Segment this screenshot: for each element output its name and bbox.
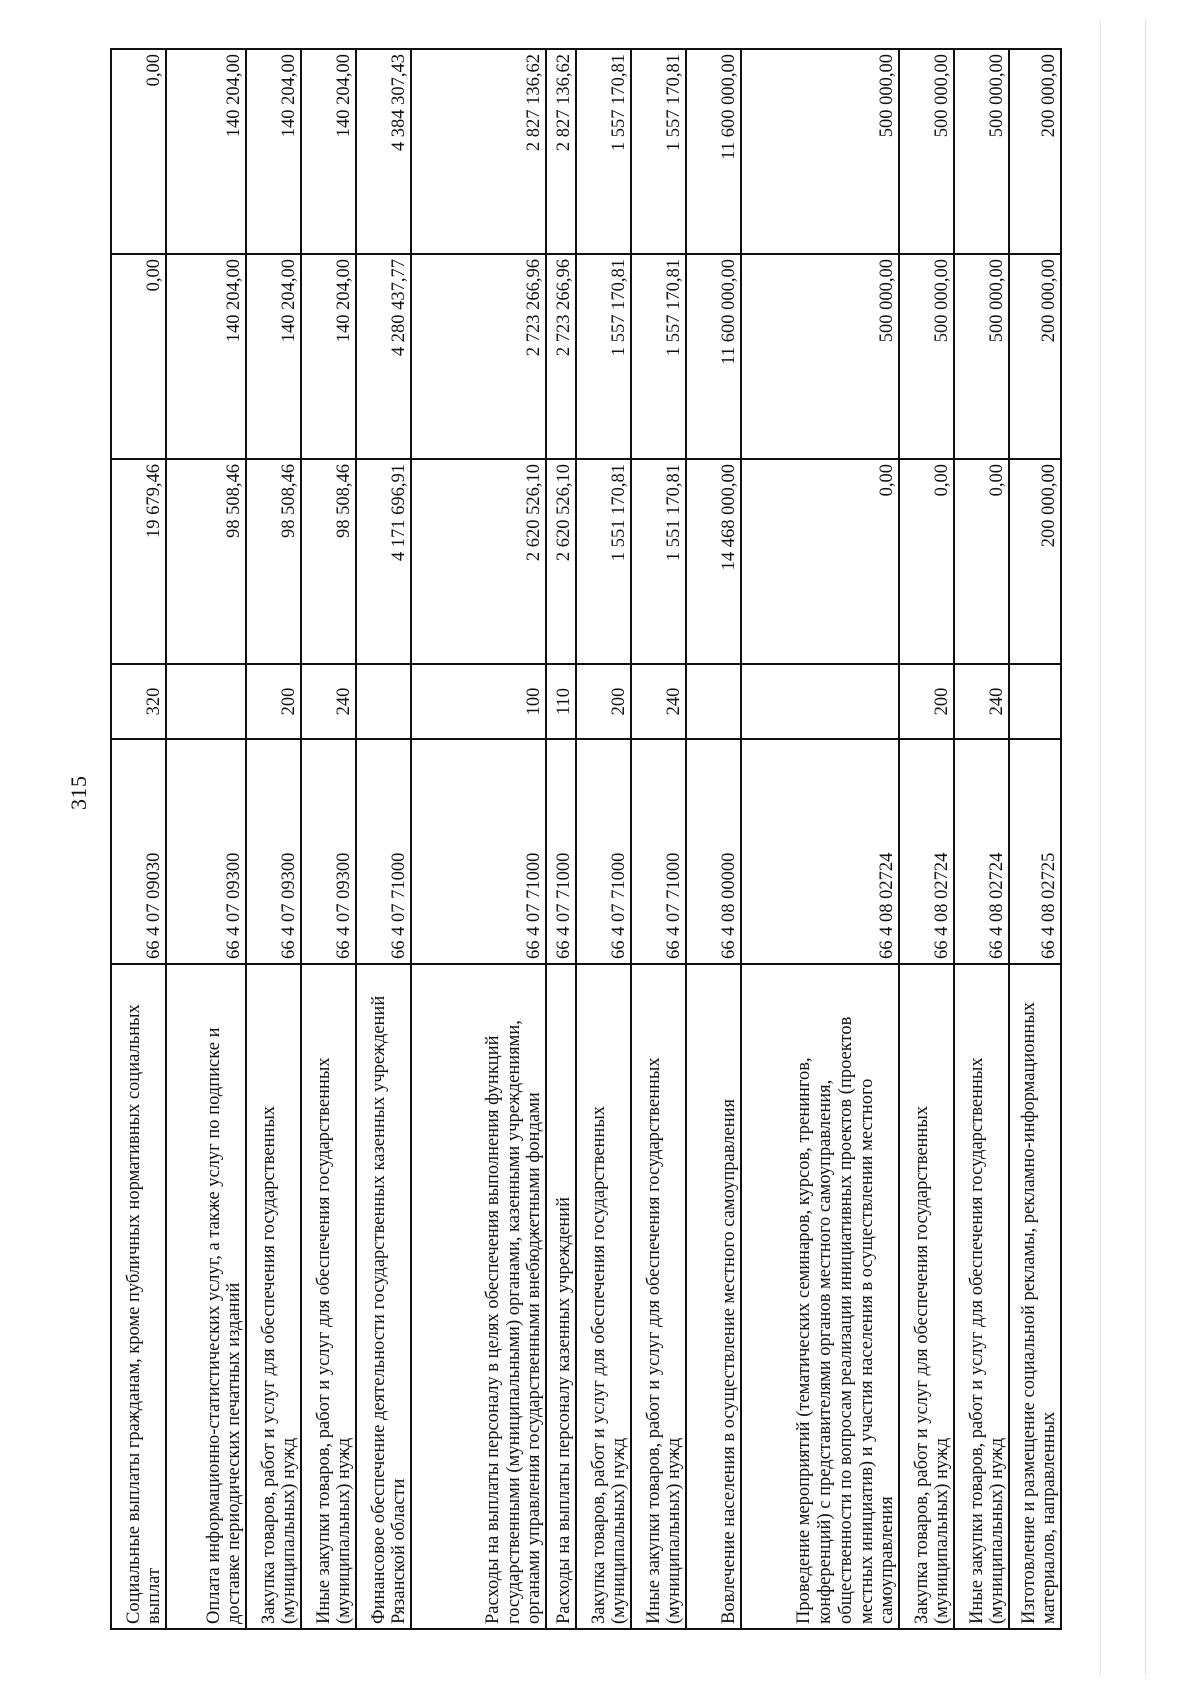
row-name: Закупка товаров, работ и услуг для обеспечения государственных (муниципальных) нужд (899, 964, 954, 1629)
table-row (631, 49, 686, 1629)
row-name: Социальные выплаты гражданам, кроме публичных нормативных социальных выплат (111, 964, 166, 1629)
row-name: Изготовление и размещение социальной рекламы, рекламно-информационных материалов, направленных (1009, 964, 1061, 1629)
amount-year-3: 500 000,00 (741, 49, 899, 254)
row-name: Расходы на выплаты персоналу в целях обеспечения выполнения функций государственными (муниципальными) органами, казенными учреждениями, органами управления государственными внебюджетными фондами (411, 964, 546, 1629)
amount-year-1: 0,00 (741, 459, 899, 664)
amount-year-2: 1 557 170,81 (631, 254, 686, 459)
row-name: Иные закупки товаров, работ и услуг для обеспечения государственных (муниципальных) нужд (301, 964, 356, 1629)
table-row (1009, 49, 1061, 1629)
amount-year-2: 2 723 266,96 (546, 254, 576, 459)
amount-year-1: 2 620 526,10 (546, 459, 576, 664)
target-code: 66 4 07 71000 (411, 739, 546, 964)
amount-year-3: 1 557 170,81 (576, 49, 631, 254)
row-name: Финансовое обеспечение деятельности государственных казенных учреждений Рязанской области (356, 964, 411, 1629)
amount-year-2: 11 600 000,00 (686, 254, 741, 459)
target-code: 66 4 07 09300 (246, 739, 301, 964)
amount-year-3: 140 204,00 (246, 49, 301, 254)
amount-year-1: 19 679,46 (111, 459, 166, 664)
expense-type-code (686, 664, 741, 739)
row-name: Оплата информационно-статистических услуг, а также услуг по подписке и доставке периодических печатных изданий (166, 964, 246, 1629)
row-name: Иные закупки товаров, работ и услуг для обеспечения государственных (муниципальных) нужд (631, 964, 686, 1629)
amount-year-3: 500 000,00 (954, 49, 1009, 254)
expense-type-code: 240 (301, 664, 356, 739)
table-row (576, 49, 631, 1629)
amount-year-2: 500 000,00 (741, 254, 899, 459)
row-name: Закупка товаров, работ и услуг для обеспечения государственных (муниципальных) нужд (576, 964, 631, 1629)
amount-year-3: 140 204,00 (301, 49, 356, 254)
table-row (899, 49, 954, 1629)
target-code: 66 4 08 00000 (686, 739, 741, 964)
expense-type-code (741, 664, 899, 739)
amount-year-2: 200 000,00 (1009, 254, 1061, 459)
amount-year-2: 140 204,00 (246, 254, 301, 459)
target-code: 66 4 07 71000 (576, 739, 631, 964)
amount-year-3: 1 557 170,81 (631, 49, 686, 254)
row-name: Проведение мероприятий (тематических семинаров, курсов, тренингов, конференций) с представителями органов местного самоуправления, общественности по вопросам реализации инициативных проектов (проектов местных инициатив) и участия населения в осуществлении местного самоуправления (741, 964, 899, 1629)
target-code: 66 4 08 02724 (899, 739, 954, 964)
expense-type-code: 100 (411, 664, 546, 739)
scan-edge-line (1145, 20, 1146, 1675)
expense-type-code: 200 (899, 664, 954, 739)
amount-year-3: 200 000,00 (1009, 49, 1061, 254)
amount-year-1: 14 468 000,00 (686, 459, 741, 664)
amount-year-2: 140 204,00 (301, 254, 356, 459)
expense-type-code: 110 (546, 664, 576, 739)
expense-type-code: 200 (246, 664, 301, 739)
table-row (246, 49, 301, 1629)
table-row (411, 49, 546, 1629)
table-row (686, 49, 741, 1629)
amount-year-3: 11 600 000,00 (686, 49, 741, 254)
expense-type-code (356, 664, 411, 739)
amount-year-1: 200 000,00 (1009, 459, 1061, 664)
target-code: 66 4 07 71000 (631, 739, 686, 964)
amount-year-2: 500 000,00 (954, 254, 1009, 459)
amount-year-1: 1 551 170,81 (576, 459, 631, 664)
table-row (356, 49, 411, 1629)
row-name: Закупка товаров, работ и услуг для обеспечения государственных (муниципальных) нужд (246, 964, 301, 1629)
page-number: 315 (66, 775, 91, 810)
table-row (301, 49, 356, 1629)
target-code: 66 4 07 09030 (111, 739, 166, 964)
amount-year-2: 140 204,00 (166, 254, 246, 459)
table-row (166, 49, 246, 1629)
amount-year-2: 2 723 266,96 (411, 254, 546, 459)
table-row (954, 49, 1009, 1629)
amount-year-2: 4 280 437,77 (356, 254, 411, 459)
amount-year-3: 2 827 136,62 (546, 49, 576, 254)
table-row (741, 49, 899, 1629)
amount-year-1: 98 508,46 (166, 459, 246, 664)
target-code: 66 4 08 02724 (741, 739, 899, 964)
amount-year-3: 4 384 307,43 (356, 49, 411, 254)
target-code: 66 4 07 09300 (301, 739, 356, 964)
amount-year-2: 1 557 170,81 (576, 254, 631, 459)
target-code: 66 4 08 02724 (954, 739, 1009, 964)
amount-year-1: 98 508,46 (246, 459, 301, 664)
amount-year-1: 1 551 170,81 (631, 459, 686, 664)
target-code: 66 4 08 02725 (1009, 739, 1061, 964)
amount-year-3: 140 204,00 (166, 49, 246, 254)
expense-type-code: 240 (954, 664, 1009, 739)
amount-year-1: 2 620 526,10 (411, 459, 546, 664)
budget-table-frame (110, 50, 1060, 1630)
expense-type-code (166, 664, 246, 739)
target-code: 66 4 07 71000 (356, 739, 411, 964)
scan-edge-line (1100, 20, 1101, 1675)
expense-type-code: 240 (631, 664, 686, 739)
row-name: Расходы на выплаты персоналу казенных учреждений (546, 964, 576, 1629)
amount-year-1: 4 171 696,91 (356, 459, 411, 664)
row-name: Иные закупки товаров, работ и услуг для обеспечения государственных (муниципальных) нужд (954, 964, 1009, 1629)
amount-year-1: 0,00 (899, 459, 954, 664)
amount-year-2: 0,00 (111, 254, 166, 459)
target-code: 66 4 07 71000 (546, 739, 576, 964)
expense-type-code: 200 (576, 664, 631, 739)
amount-year-3: 0,00 (111, 49, 166, 254)
budget-table (110, 48, 1062, 1630)
amount-year-2: 500 000,00 (899, 254, 954, 459)
expense-type-code: 320 (111, 664, 166, 739)
table-row (111, 49, 166, 1629)
table-row (546, 49, 576, 1629)
amount-year-3: 2 827 136,62 (411, 49, 546, 254)
amount-year-3: 500 000,00 (899, 49, 954, 254)
target-code: 66 4 07 09300 (166, 739, 246, 964)
amount-year-1: 98 508,46 (301, 459, 356, 664)
amount-year-1: 0,00 (954, 459, 1009, 664)
expense-type-code (1009, 664, 1061, 739)
row-name: Вовлечение населения в осуществление местного самоуправления (686, 964, 741, 1629)
